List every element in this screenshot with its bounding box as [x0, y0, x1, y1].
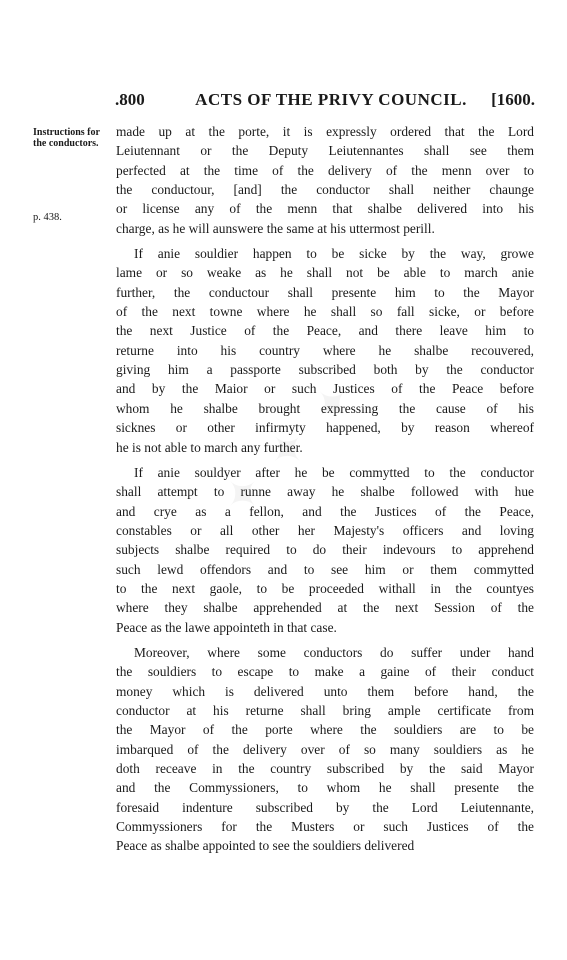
text-line: conductor at his returne shall bring ample certificate from	[116, 702, 534, 718]
page-header	[115, 90, 535, 114]
paragraph	[116, 643, 534, 856]
paragraph	[116, 463, 534, 637]
paragraph	[116, 244, 534, 457]
text-line: lame or so weake as he shall not be able to march anie	[116, 265, 534, 281]
text-line: made up at the porte, it is expressly ordered that the Lord	[116, 124, 534, 139]
text-line: and the Commyssioners, to whom he shall presente the	[116, 780, 534, 796]
text-line: constables or all other her Majesty's officers and loving	[116, 522, 534, 538]
text-line: where they shalbe apprehended at the next Session of the	[116, 600, 534, 616]
text-line: If anie souldyer after he be commytted to the conductor	[134, 464, 534, 480]
text-line: foresaid indenture subscribed by the Lord Leiutennante,	[116, 799, 534, 815]
paragraph	[116, 122, 534, 238]
year-label: [1600.	[491, 90, 535, 109]
text-line: Leiutennant or the Deputy Leiutennantes shall see them	[116, 143, 534, 159]
text-line: Peace as shalbe appointed to see the souldiers delivered	[116, 838, 415, 854]
text-line: imbarqued of the delivery over of so many souldiers as he	[116, 741, 534, 757]
text-line: of the next towne where he shall so fall sicke, or before	[116, 304, 534, 320]
text-line: shall attempt to runne away he shalbe followed with hue	[116, 484, 534, 500]
text-line: charge, as he will aunswere the same at his uttermost perill.	[116, 220, 435, 236]
text-line: returne into his country where he shalbe recouvered,	[116, 342, 534, 358]
text-line: sicknes or other infirmyty happened, by reason whereof	[116, 420, 534, 436]
text-line: Peace as the lawe appointeth in that case.	[116, 619, 337, 635]
text-line: the souldiers to escape to make a gaine of their conduct	[116, 664, 534, 680]
text-line: such lewd offendors and to see him or them commytted	[116, 561, 534, 577]
text-line: the conductour, [and] the conductor shall neither chaunge	[116, 182, 534, 198]
text-line: and by the Maior or such Justices of the Peace before	[116, 381, 534, 397]
text-line: If anie souldier happen to be sicke by the way, growe	[134, 246, 534, 262]
body-text	[116, 122, 534, 856]
text-line: and crye as a fellon, and the Justices of the Peace,	[116, 503, 534, 519]
text-line: or license any of the menn that shalbe delivered into his	[116, 201, 534, 217]
text-line: money which is delivered unto them before hand, the	[116, 683, 534, 699]
text-line: whom he shalbe brought expressing the cause of his	[116, 400, 534, 416]
margin-note-instructions: Instructions for the conductors.	[33, 127, 100, 149]
text-line: the Mayor of the porte where the souldiers are to be	[116, 722, 534, 738]
text-line: further, the conductour shall presente him to the Mayor	[116, 284, 534, 300]
margin-note-page-ref: p. 438.	[33, 212, 62, 223]
text-line: the next Justice of the Peace, and there leave him to	[116, 323, 534, 339]
text-line: giving him a passporte subscribed both by the conductor	[116, 362, 534, 378]
text-line: subjects shalbe required to do their indevours to apprehend	[116, 542, 534, 558]
text-line: to the next gaole, to be proceeded withall in the countyes	[116, 580, 534, 596]
text-line: doth receave in the country subscribed by the said Mayor	[116, 761, 534, 776]
text-line: Commyssioners for the Musters or such Justices of the	[116, 819, 534, 835]
text-line: perfected at the time of the delivery of the menn over to	[116, 162, 534, 178]
page-number: .800	[115, 90, 145, 109]
running-title: ACTS OF THE PRIVY COUNCIL.	[195, 90, 467, 109]
text-line: Moreover, where some conductors do suffer under hand	[134, 644, 534, 660]
text-line: he is not able to march any further.	[116, 439, 303, 455]
